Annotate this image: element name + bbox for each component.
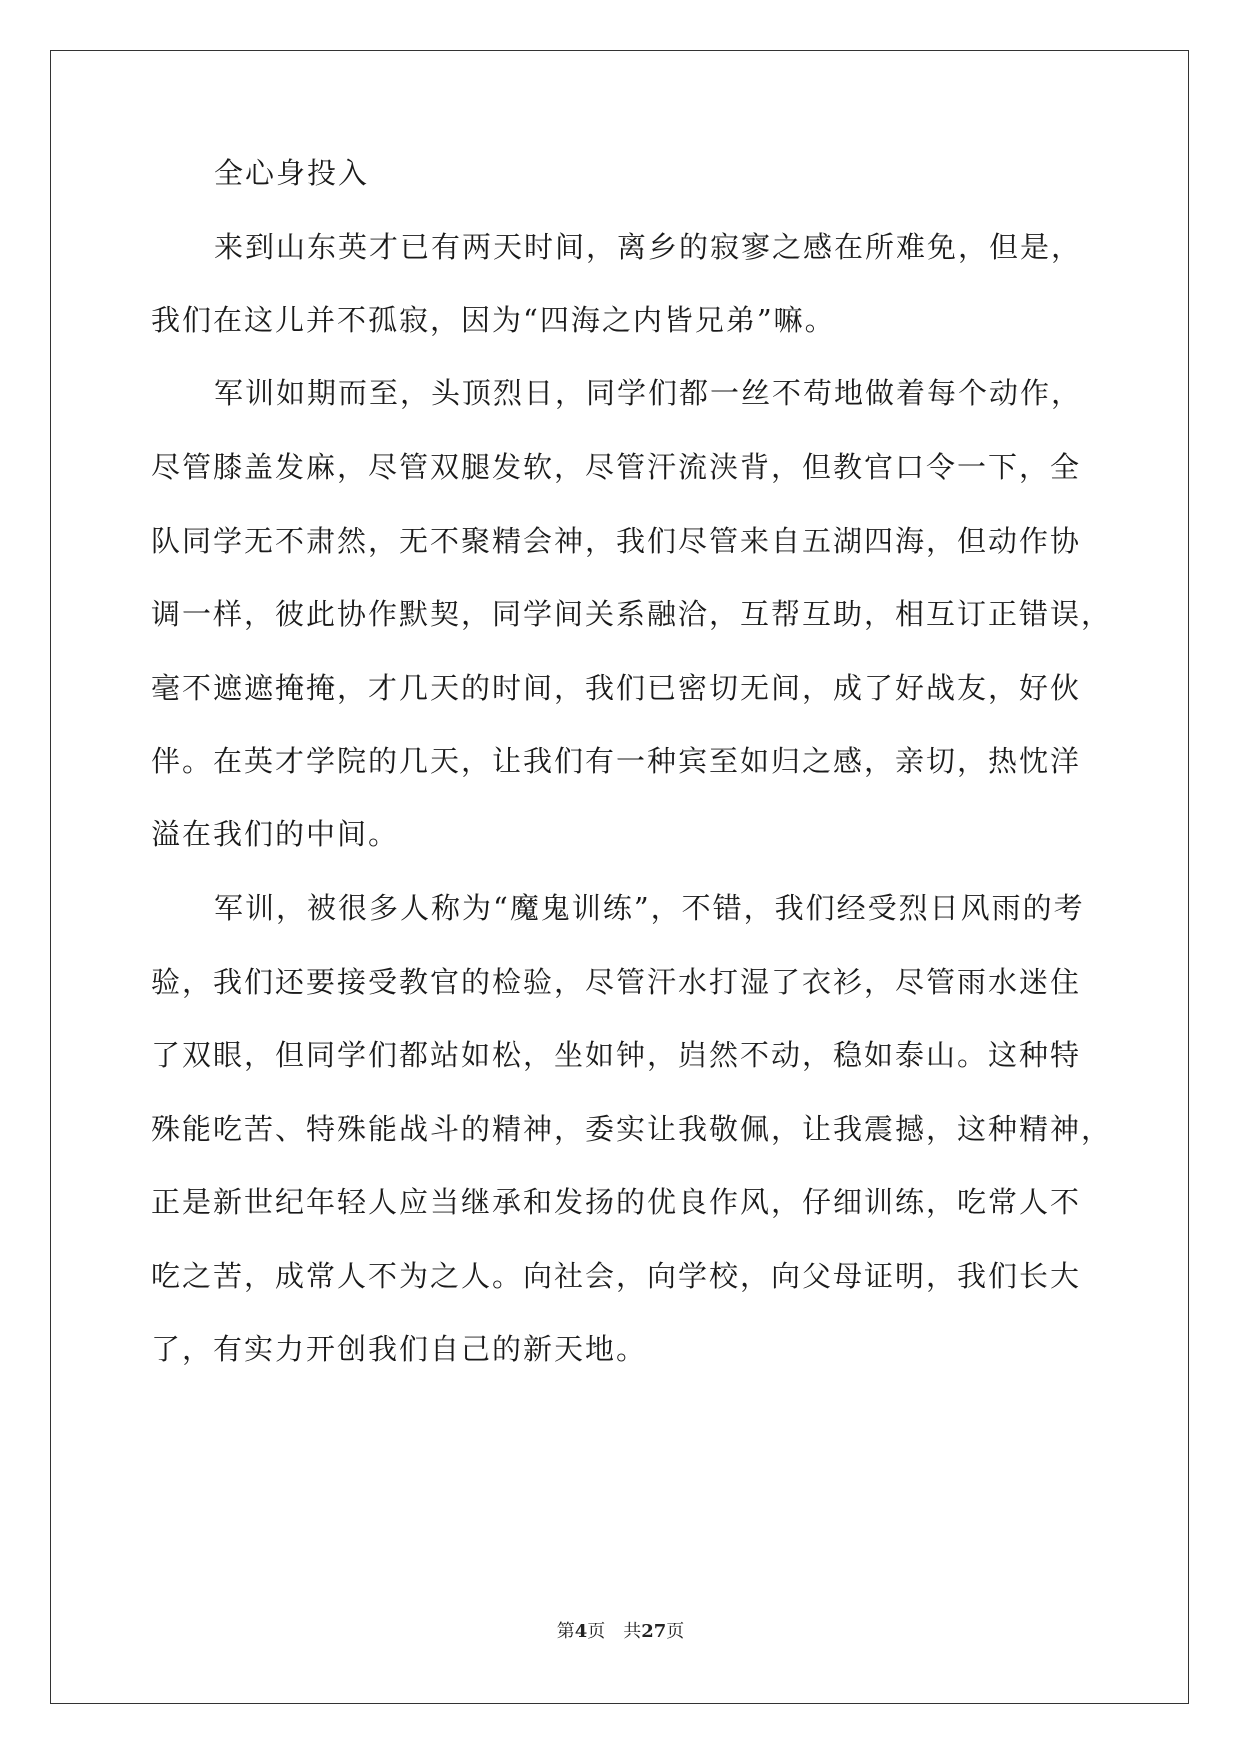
paragraph-line: 调一样，彼此协作默契，同学间关系融洽，互帮互助，相互订正错误， (151, 597, 1113, 631)
total-prefix: 共 (623, 1621, 642, 1642)
paragraph-line: 队同学无不肃然，无不聚精会神，我们尽管来自五湖四海，但动作协 (151, 524, 1082, 558)
paragraph-line: 验，我们还要接受教官的检验，尽管汗水打湿了衣衫，尽管雨水迷住 (151, 965, 1082, 999)
paragraph-line: 伴。在英才学院的几天，让我们有一种宾至如归之感，亲切，热忱洋 (151, 744, 1082, 778)
paragraph-line: 我们在这儿并不孤寂，因为“四海之内皆兄弟”嘛。 (151, 303, 836, 337)
paragraph-line: 了，有实力开创我们自己的新天地。 (151, 1332, 648, 1366)
page-footer (0, 1620, 1241, 1644)
paragraph-line: 正是新世纪年轻人应当继承和发扬的优良作风，仔细训练，吃常人不 (151, 1185, 1082, 1219)
paragraph-line: 来到山东英才已有两天时间，离乡的寂寥之感在所难免，但是， (214, 230, 1083, 264)
paragraph-line: 尽管膝盖发麻，尽管双腿发软，尽管汗流浃背，但教官口令一下，全 (151, 450, 1082, 484)
paragraph-line: 殊能吃苦、特殊能战斗的精神，委实让我敬佩，让我震撼，这种精神， (151, 1112, 1113, 1146)
paragraph-line: 了双眼，但同学们都站如松，坐如钟，岿然不动，稳如泰山。这种特 (151, 1038, 1082, 1072)
total-unit: 页 (666, 1621, 685, 1642)
paragraph-line: 军训如期而至，头顶烈日，同学们都一丝不苟地做着每个动作， (214, 376, 1083, 410)
paragraph-line: 全心身投入 (214, 156, 370, 190)
page-unit: 页 (587, 1621, 606, 1642)
paragraph-line: 毫不遮遮掩掩，才几天的时间，我们已密切无间，成了好战友，好伙 (151, 671, 1082, 705)
total-page-number: 27 (641, 1621, 667, 1642)
page-border (50, 50, 1189, 1704)
paragraph-line: 吃之苦，成常人不为之人。向社会，向学校，向父母证明，我们长大 (151, 1259, 1082, 1293)
paragraph-line: 军训，被很多人称为“魔鬼训练”，不错，我们经受烈日风雨的考 (214, 891, 1085, 925)
paragraph-line: 溢在我们的中间。 (151, 817, 400, 851)
page-prefix: 第 (556, 1621, 575, 1642)
current-page-number: 4 (574, 1621, 588, 1642)
